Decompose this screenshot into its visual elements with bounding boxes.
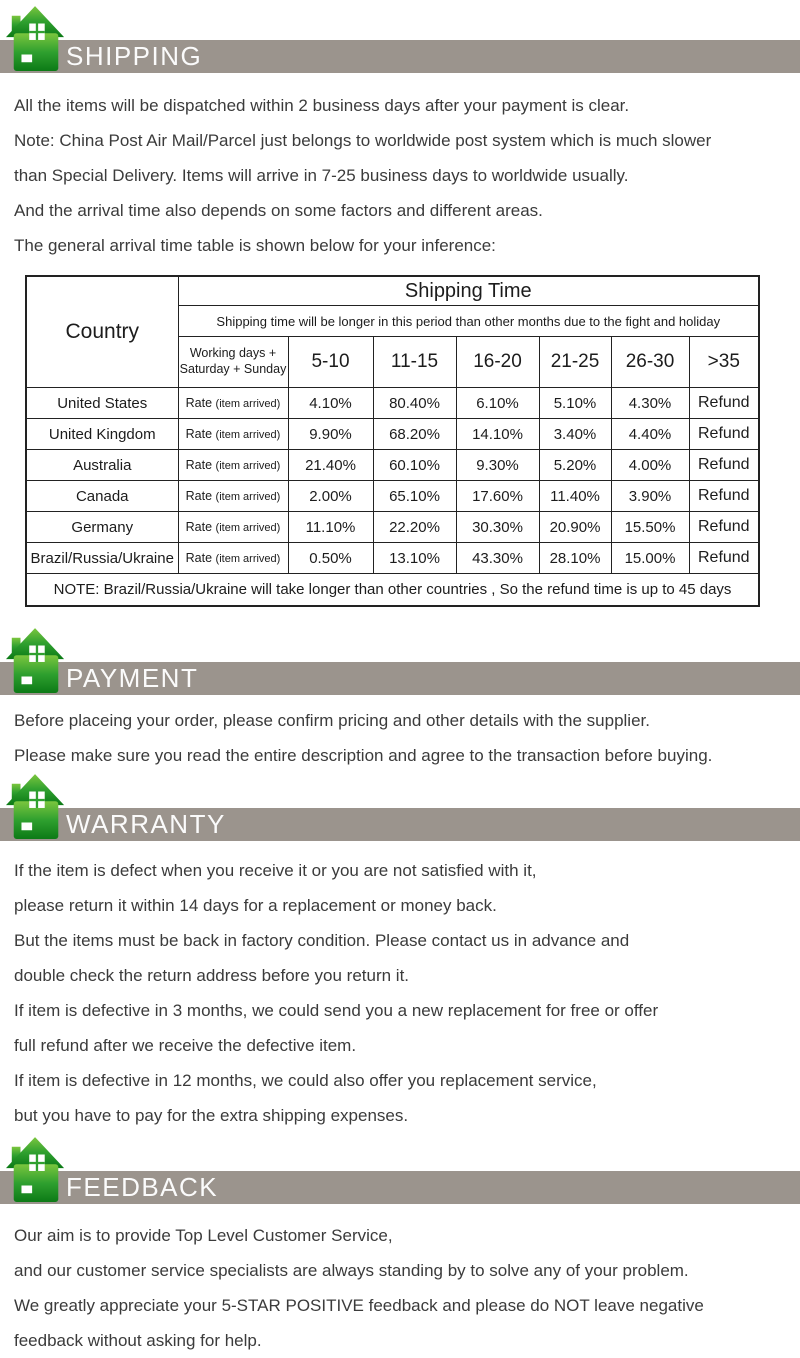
working-days-header-cell: Working days + Saturday + Sunday	[178, 337, 288, 388]
shipping-section	[0, 5, 800, 607]
section-banner	[0, 662, 800, 695]
feedback-section	[0, 1136, 800, 1358]
rate-value-cell: 4.10%	[288, 388, 373, 419]
rate-value-cell: 3.40%	[539, 419, 611, 450]
paragraph-line: If the item is defect when you receive it or you are not satisfied with it,	[14, 861, 537, 880]
shipping-time-table	[25, 275, 760, 607]
day-range-cell: 16-20	[456, 337, 539, 388]
section-banner	[0, 40, 800, 73]
refund-cell: Refund	[689, 419, 759, 450]
refund-cell: Refund	[689, 450, 759, 481]
shipping-time-header-cell: Shipping Time	[178, 276, 759, 306]
rate-value-cell: 13.10%	[373, 543, 456, 574]
day-range-cell: 26-30	[611, 337, 689, 388]
paragraph-line: If item is defective in 3 months, we could send you a new replacement for free or offer	[14, 1001, 659, 1020]
table-row	[26, 481, 759, 512]
day-range-cell: >35	[689, 337, 759, 388]
paragraph-line: But the items must be back in factory condition. Please contact us in advance and	[14, 931, 630, 950]
rate-value-cell: 2.00%	[288, 481, 373, 512]
shipping-text	[0, 75, 800, 263]
paragraph-line: If item is defective in 12 months, we could also offer you replacement service,	[14, 1071, 597, 1090]
feedback-header	[0, 1136, 800, 1206]
table-subtitle-cell: Shipping time will be longer in this period than other months due to the fight and holiday	[178, 306, 759, 337]
paragraph-line: full refund after we receive the defective item.	[14, 1036, 357, 1055]
rate-value-cell: 20.90%	[539, 512, 611, 543]
paragraph-line: Note: China Post Air Mail/Parcel just belongs to worldwide post system which is much slower	[14, 131, 712, 150]
rate-value-cell: 68.20%	[373, 419, 456, 450]
country-cell: Germany	[26, 512, 178, 543]
rate-value-cell: 4.40%	[611, 419, 689, 450]
table-row	[26, 388, 759, 419]
rate-label-cell: Rate (item arrived)	[178, 512, 288, 543]
rate-value-cell: 11.10%	[288, 512, 373, 543]
table-row	[26, 512, 759, 543]
house-icon	[5, 627, 67, 695]
section-title: WARRANTY	[66, 809, 226, 839]
paragraph-line: please return it within 14 days for a replacement or money back.	[14, 896, 497, 915]
paragraph-line: We greatly appreciate your 5-STAR POSITIVE feedback and please do NOT leave negative	[14, 1296, 704, 1315]
rate-value-cell: 5.20%	[539, 450, 611, 481]
rate-value-cell: 28.10%	[539, 543, 611, 574]
rate-value-cell: 17.60%	[456, 481, 539, 512]
table-note-cell: NOTE: Brazil/Russia/Ukraine will take longer than other countries , So the refund time is up to 45 days	[26, 574, 759, 607]
shipping-header	[0, 5, 800, 75]
section-title: PAYMENT	[66, 663, 199, 693]
day-range-cell: 5-10	[288, 337, 373, 388]
rate-value-cell: 80.40%	[373, 388, 456, 419]
feedback-text	[0, 1206, 800, 1358]
section-banner	[0, 1171, 800, 1204]
refund-cell: Refund	[689, 481, 759, 512]
payment-header	[0, 627, 800, 697]
country-cell: United Kingdom	[26, 419, 178, 450]
paragraph-line: All the items will be dispatched within 2 business days after your payment is clear.	[14, 96, 630, 115]
rate-value-cell: 15.00%	[611, 543, 689, 574]
house-icon	[5, 1136, 67, 1204]
day-range-cell: 11-15	[373, 337, 456, 388]
rate-value-cell: 11.40%	[539, 481, 611, 512]
section-title: FEEDBACK	[66, 1172, 219, 1202]
rate-label-cell: Rate (item arrived)	[178, 481, 288, 512]
house-icon	[5, 5, 67, 73]
paragraph-line: Before placeing your order, please confirm pricing and other details with the supplier.	[14, 711, 650, 730]
country-cell: Canada	[26, 481, 178, 512]
paragraph-line: and our customer service specialists are always standing by to solve any of your problem.	[14, 1261, 689, 1280]
payment-text	[0, 697, 800, 773]
country-cell: United States	[26, 388, 178, 419]
rate-value-cell: 9.90%	[288, 419, 373, 450]
rate-label-cell: Rate (item arrived)	[178, 388, 288, 419]
rate-label-cell: Rate (item arrived)	[178, 543, 288, 574]
country-cell: Brazil/Russia/Ukraine	[26, 543, 178, 574]
rate-value-cell: 5.10%	[539, 388, 611, 419]
rate-value-cell: 14.10%	[456, 419, 539, 450]
paragraph-line: Our aim is to provide Top Level Customer Service,	[14, 1226, 393, 1245]
table-row	[26, 419, 759, 450]
paragraph-line: feedback without asking for help.	[14, 1331, 262, 1350]
rate-value-cell: 0.50%	[288, 543, 373, 574]
rate-label-cell: Rate (item arrived)	[178, 450, 288, 481]
rate-label-cell: Rate (item arrived)	[178, 419, 288, 450]
paragraph-line: And the arrival time also depends on some factors and different areas.	[14, 201, 543, 220]
rate-value-cell: 22.20%	[373, 512, 456, 543]
paragraph-line: than Special Delivery. Items will arrive in 7-25 business days to worldwide usually.	[14, 166, 629, 185]
refund-cell: Refund	[689, 388, 759, 419]
rate-value-cell: 3.90%	[611, 481, 689, 512]
paragraph-line: double check the return address before you return it.	[14, 966, 410, 985]
rate-value-cell: 43.30%	[456, 543, 539, 574]
country-header-cell: Country	[26, 276, 178, 388]
section-banner	[0, 808, 800, 841]
warranty-text	[0, 843, 800, 1133]
table-row	[26, 450, 759, 481]
day-range-cell: 21-25	[539, 337, 611, 388]
rate-value-cell: 9.30%	[456, 450, 539, 481]
refund-cell: Refund	[689, 512, 759, 543]
rate-value-cell: 60.10%	[373, 450, 456, 481]
country-cell: Australia	[26, 450, 178, 481]
warranty-header	[0, 773, 800, 843]
house-icon	[5, 773, 67, 841]
warranty-section	[0, 773, 800, 1133]
rate-value-cell: 6.10%	[456, 388, 539, 419]
rate-value-cell: 4.30%	[611, 388, 689, 419]
table-row	[26, 543, 759, 574]
paragraph-line: Please make sure you read the entire description and agree to the transaction before buying.	[14, 746, 713, 765]
rate-value-cell: 65.10%	[373, 481, 456, 512]
rate-value-cell: 21.40%	[288, 450, 373, 481]
rate-value-cell: 15.50%	[611, 512, 689, 543]
refund-cell: Refund	[689, 543, 759, 574]
rate-value-cell: 4.00%	[611, 450, 689, 481]
payment-section	[0, 627, 800, 773]
rate-value-cell: 30.30%	[456, 512, 539, 543]
section-title: SHIPPING	[66, 41, 203, 71]
paragraph-line: but you have to pay for the extra shipping expenses.	[14, 1106, 409, 1125]
paragraph-line: The general arrival time table is shown below for your inference:	[14, 236, 496, 255]
